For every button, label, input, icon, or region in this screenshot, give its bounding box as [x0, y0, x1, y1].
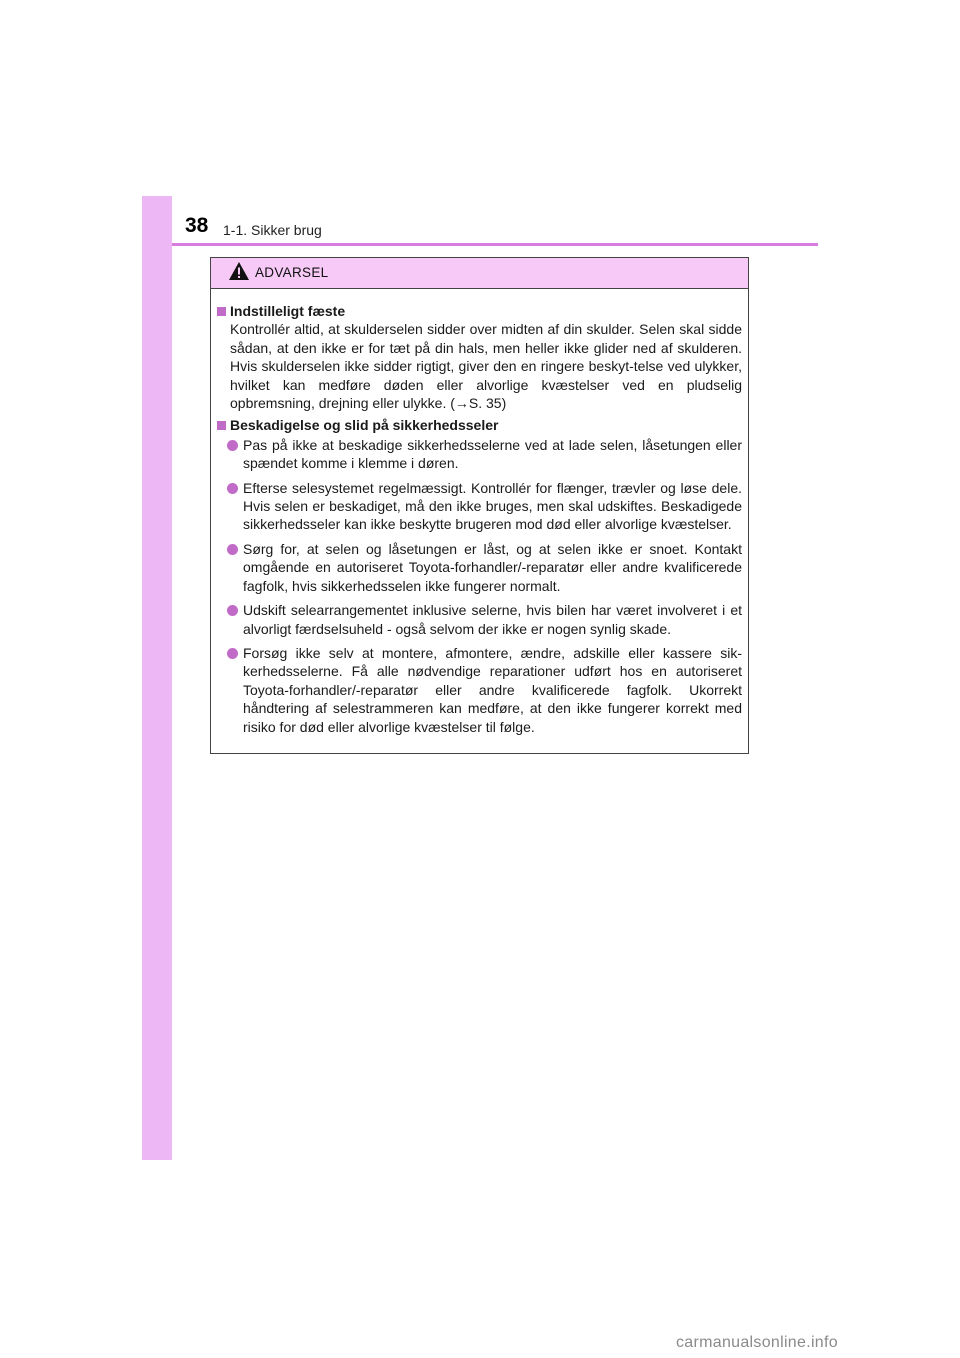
- bullet-item: [216, 644, 742, 736]
- round-bullet-icon: [227, 483, 238, 494]
- round-bullet-icon: [227, 544, 238, 555]
- section-heading-text: Beskadigelse og slid på sikkerhedsseler: [230, 417, 499, 434]
- bullet-item: [216, 479, 742, 534]
- header-rule: [172, 243, 818, 246]
- section-heading: [216, 416, 742, 434]
- bullet-text: Efterse selesystemet regelmæssigt. Kontrollér for flænger, trævler og løse dele. Hvis selen er beskadiget, må den ikke bruges, men skal udskiftes. Beskadigede sikkerhedsseler kan ikke beskytte brugeren mod død eller alvorlige kvæstelser.: [243, 479, 742, 533]
- section-heading-text: Indstilleligt fæste: [230, 303, 346, 319]
- bullet-item: [216, 540, 742, 595]
- page-number: 38: [185, 214, 209, 237]
- chapter-tab-bar: [142, 196, 172, 1160]
- bullet-text: Udskift selearrangementet inklusive selerne, hvis bilen har været involveret i et alvorligt færdselsuheld - også selvom der ikke er nogen synlig skade.: [243, 602, 742, 637]
- bullet-text: Sørg for, at selen og låsetungen er låst, og at selen ikke er snoet. Kontakt omgående en autoriseret Toyota-forhandler/-reparatør eller andre kvalificerede fagfolk, hvis sikkerhedsselen ikke fungerer normalt.: [243, 540, 742, 594]
- warning-header: [211, 258, 748, 289]
- round-bullet-icon: [227, 648, 238, 659]
- square-bullet-icon: [217, 421, 226, 430]
- bullet-item: [216, 601, 742, 638]
- bullet-text: Pas på ikke at beskadige sikkerhedsselerne ved at lade selen, låsetungen eller spændet komme i klemme i døren.: [243, 436, 742, 472]
- warning-section: [216, 416, 742, 736]
- bullet-item: [216, 436, 742, 473]
- section-paragraph: Kontrollér altid, at skulderselen sidder over midten af din skulder. Selen skal sidde sådan, at den ikke er for tæt på din hals, men heller ikke glider ned af skulderen. Hvis skulderselen ikke sidder rigtigt, giver den en ringere beskyt-telse ved ulykker, hvilket kan medføre døden eller alvorlige kvæstelser ved en pludselig opbremsning, drejning eller ulykke. (→S. 35): [230, 321, 742, 412]
- round-bullet-icon: [227, 440, 238, 451]
- section-title: 1-1. Sikker brug: [223, 222, 322, 238]
- warning-box: [210, 257, 749, 754]
- warning-label: ADVARSEL: [255, 265, 329, 280]
- bullet-text: Forsøg ikke selv at montere, afmontere, ændre, adskille eller kassere sik-kerhedsselerne. Få alle nødvendige reparationer udført hos en autoriseret Toyota-forhandler/-reparatør eller andre kvalificerede fagfolk. Ukorrekt håndtering af selestrammeren kan medføre, at den ikke fungerer korrekt med risiko for død eller alvorlige kvæstelser til følge.: [243, 644, 742, 735]
- section-heading: [216, 302, 742, 320]
- square-bullet-icon: [217, 307, 226, 316]
- warning-triangle-icon: [228, 261, 250, 281]
- round-bullet-icon: [227, 605, 238, 616]
- footer-watermark: carmanualsonline.info: [676, 1334, 838, 1351]
- warning-body: [211, 289, 748, 736]
- warning-section: [216, 302, 742, 412]
